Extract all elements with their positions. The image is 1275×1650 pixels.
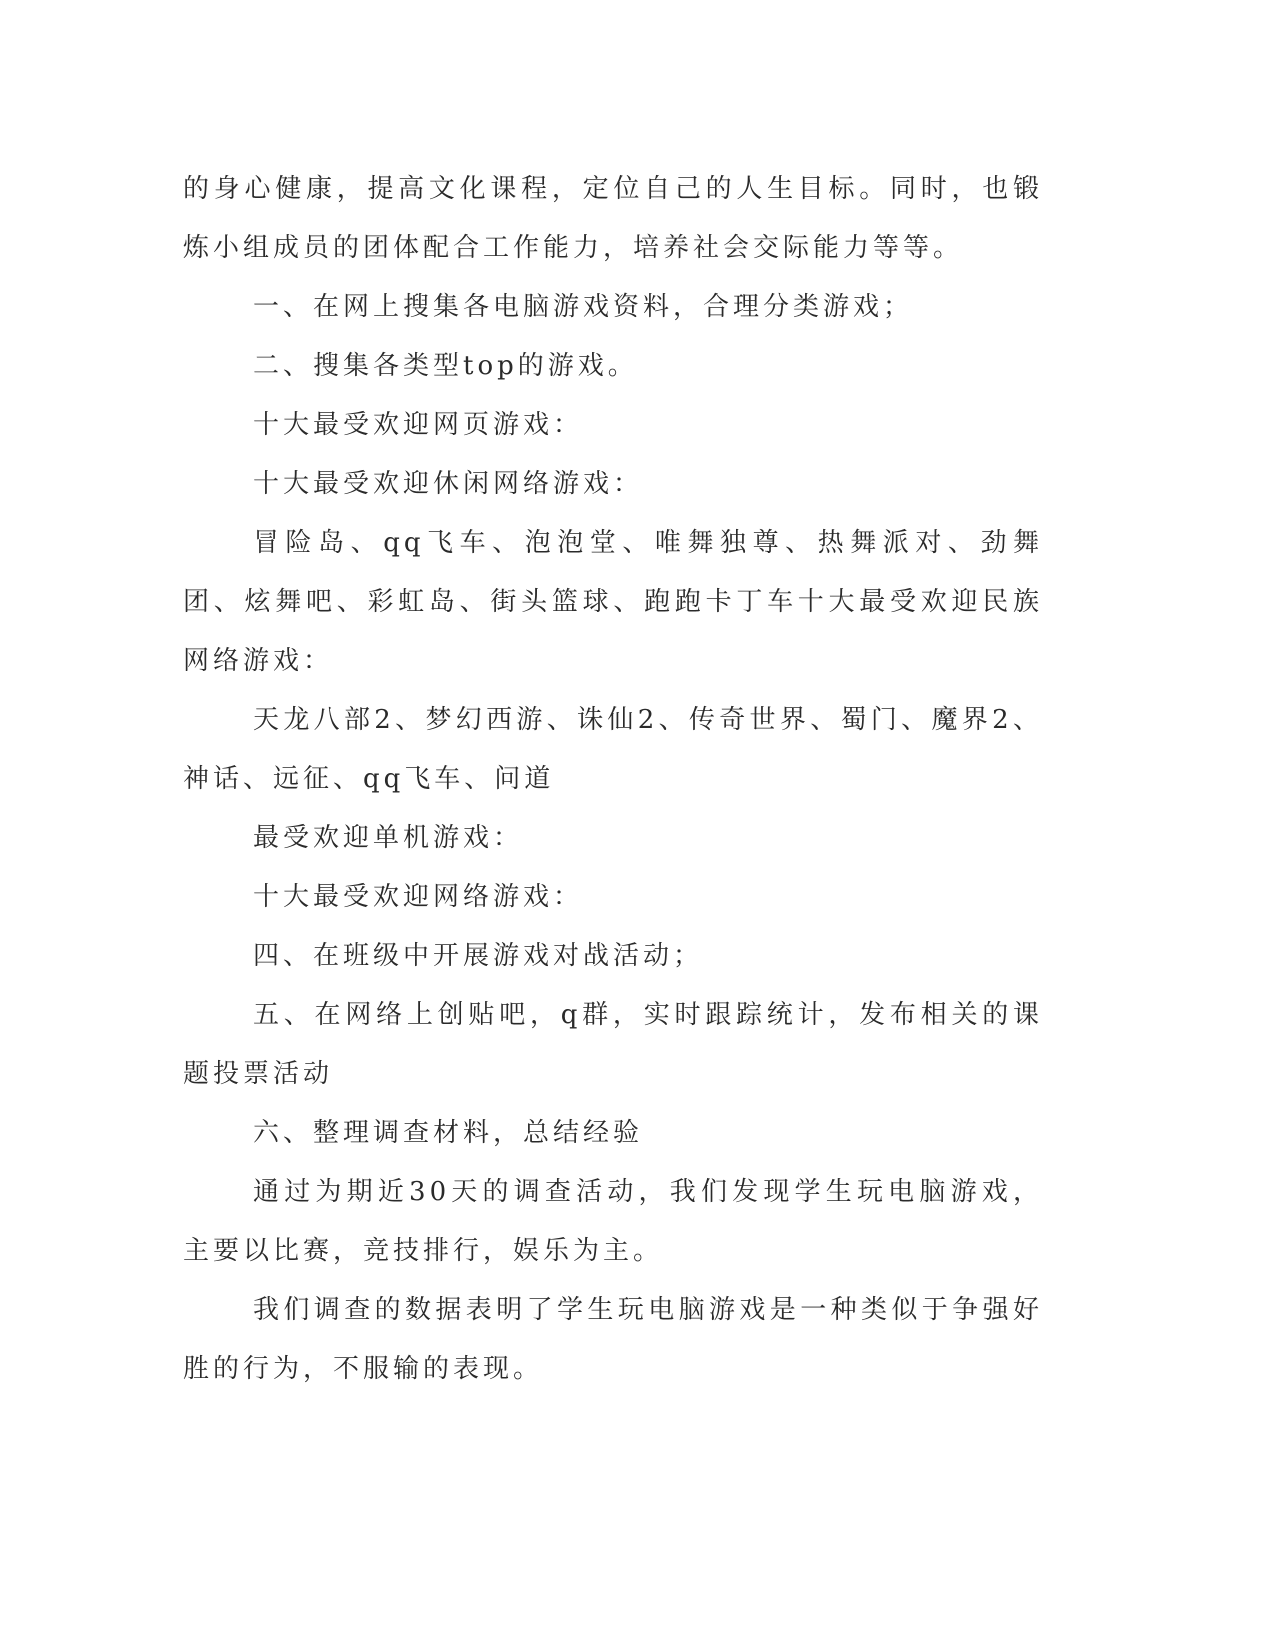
paragraph-step-5: 五、在网络上创贴吧，q群，实时跟踪统计，发布相关的课题投票活动	[183, 1000, 1043, 1089]
paragraph-web-games-heading: 十大最受欢迎网页游戏：	[253, 410, 584, 440]
document-body	[183, 160, 1043, 1399]
paragraph-online-games-heading: 十大最受欢迎网络游戏：	[253, 882, 584, 912]
paragraph-single-player-heading: 最受欢迎单机游戏：	[253, 823, 524, 853]
paragraph-step-1: 一、在网上搜集各电脑游戏资料，合理分类游戏；	[253, 292, 914, 322]
paragraph-casual-games-heading: 十大最受欢迎休闲网络游戏：	[253, 469, 644, 499]
paragraph-step-2: 二、搜集各类型top的游戏。	[253, 351, 638, 381]
paragraph-national-games-list: 天龙八部2、梦幻西游、诛仙2、传奇世界、蜀门、魔界2、神话、远征、qq飞车、问道	[183, 705, 1043, 794]
paragraph-step-6: 六、整理调查材料，总结经验	[253, 1118, 644, 1148]
paragraph-findings: 通过为期近30天的调查活动，我们发现学生玩电脑游戏，主要以比赛，竞技排行，娱乐为主。	[183, 1177, 1043, 1266]
paragraph-casual-games-list: 冒险岛、qq飞车、泡泡堂、唯舞独尊、热舞派对、劲舞团、炫舞吧、彩虹岛、街头篮球、跑跑卡丁车十大最受欢迎民族网络游戏：	[183, 528, 1043, 676]
paragraph-step-4: 四、在班级中开展游戏对战活动；	[253, 941, 704, 971]
paragraph-intro-continued: 的身心健康，提高文化课程，定位自己的人生目标。同时，也锻炼小组成员的团体配合工作能力，培养社会交际能力等等。	[183, 174, 1043, 263]
paragraph-conclusion: 我们调查的数据表明了学生玩电脑游戏是一种类似于争强好胜的行为，不服输的表现。	[183, 1295, 1043, 1384]
